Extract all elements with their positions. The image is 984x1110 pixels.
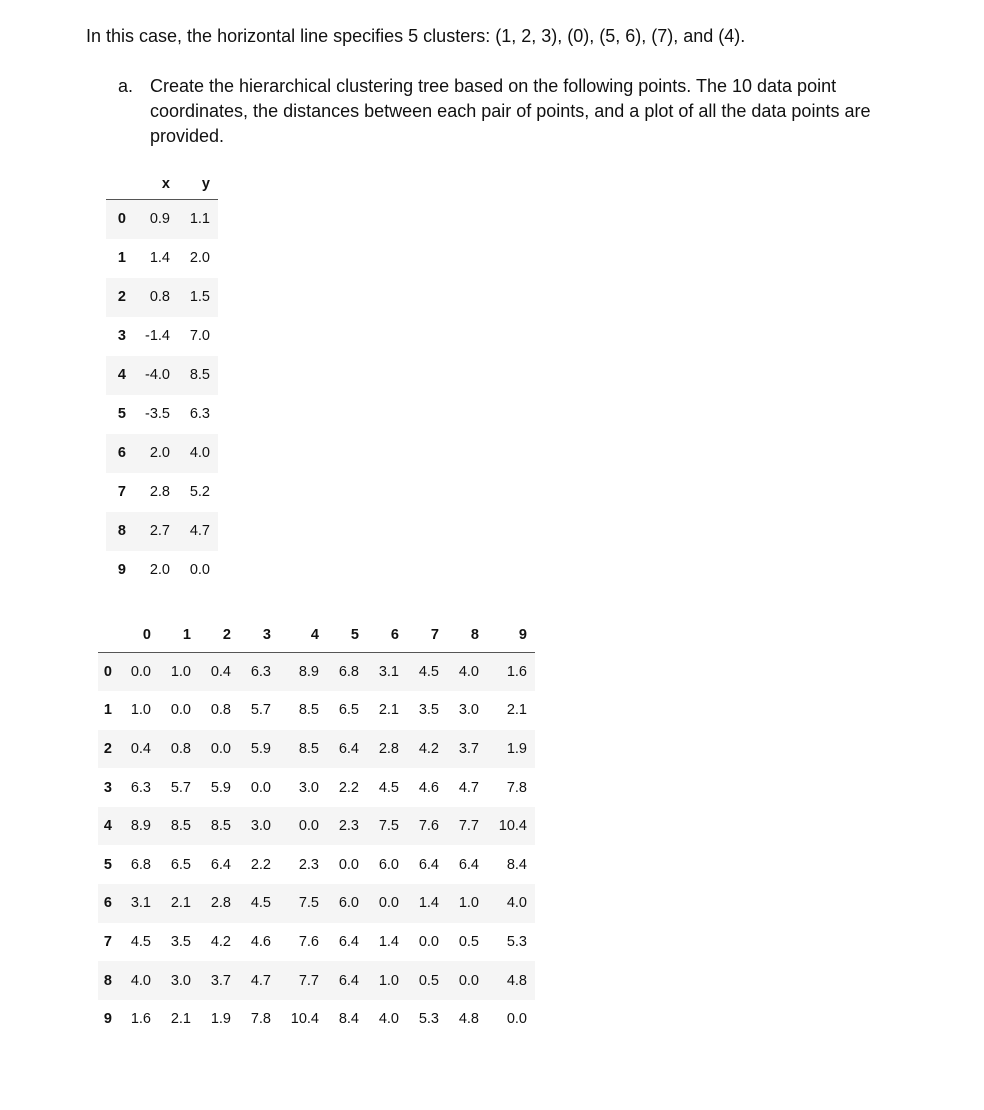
distance-cell: 4.0 [485,884,535,923]
x-value: -1.4 [145,328,170,344]
distance-header-cell: 8 [445,618,485,653]
distance-cell: 1.4 [405,884,445,923]
distance-row [98,845,535,884]
distance-row [98,807,535,846]
y-value: 1.1 [176,200,218,239]
distance-cell: 0.4 [118,730,157,769]
distance-row [98,730,535,769]
distance-cell: 4.7 [237,961,279,1000]
distance-cell: 4.6 [418,779,439,796]
distance-cell: 2.8 [365,730,405,769]
distance-cell: 3.0 [298,779,319,796]
distance-cell: 6.5 [338,702,359,719]
distance-cell: 4.8 [485,961,535,1000]
x-value: 0.8 [136,278,176,317]
y-value: 2.0 [189,250,210,266]
y-value: 8.5 [176,356,218,395]
x-value: 2.0 [136,434,176,473]
distance-cell: 2.1 [157,884,197,923]
distance-cell: 0.0 [279,807,325,846]
y-value: 7.0 [189,328,210,344]
distance-cell: 6.3 [130,779,151,796]
distance-header-cell: 6 [365,618,405,653]
row-index: 4 [106,356,136,395]
coordinates-header-index [106,168,136,200]
intro-paragraph: In this case, the horizontal line specifies 5 clusters: (1, 2, 3), (0), (5, 6), (7), and (4). [86,26,746,46]
x-value: -4.0 [136,356,176,395]
y-value: 1.5 [176,278,218,317]
distance-cell: 3.7 [197,961,237,1000]
distance-cell: 2.1 [170,1011,191,1028]
distance-cell: 0.0 [418,933,439,950]
row-index: 7 [117,484,126,500]
distance-cell: 3.5 [170,933,191,950]
distance-cell: 6.0 [325,884,365,923]
coordinates-row [106,473,218,512]
distance-cell: 0.5 [405,961,445,1000]
coordinates-row [106,434,218,473]
coordinates-table [106,168,218,590]
distance-cell: 1.0 [445,884,485,923]
distance-row [98,884,535,923]
distance-cell: 7.8 [250,1011,271,1028]
x-value: 2.8 [149,484,170,500]
distance-header-cell: 5 [325,618,365,653]
coordinates-row [106,512,218,551]
distance-cell: 2.8 [197,884,237,923]
y-value: 6.3 [189,406,210,422]
coordinates-header-row [106,168,218,200]
distance-row [98,653,535,692]
distance-header-cell: 7 [405,618,445,653]
distance-cell: 0.0 [338,856,359,873]
distance-header-cell: 1 [157,618,197,653]
distance-cell: 6.3 [237,653,279,692]
distance-cell: 5.7 [170,779,191,796]
question-text: Create the hierarchical clustering tree based on the following points. The 10 data point coordinates, the distances between each pair of points, and a plot of all the data points are provided. [150,76,871,146]
distance-cell: 3.7 [445,730,485,769]
distance-header-cell: 4 [279,618,325,653]
coordinates-row [106,278,218,317]
distance-cell: 0.0 [445,961,485,1000]
distance-row [98,923,535,962]
distance-cell: 0.4 [197,653,237,692]
distance-cell: 3.1 [118,884,157,923]
distance-cell: 4.7 [458,779,479,796]
distance-cell: 5.3 [506,933,527,950]
coordinates-row [106,200,218,239]
distance-cell: 0.0 [197,730,237,769]
distance-cell: 4.0 [118,961,157,1000]
row-index: 9 [103,1011,112,1028]
distance-cell: 6.8 [325,653,365,692]
distance-cell: 8.5 [157,807,197,846]
distance-header-cell: 3 [237,618,279,653]
coordinates-row [106,317,218,356]
question-marker: a. [118,76,134,96]
distance-cell: 2.2 [250,856,271,873]
row-index: 8 [106,512,136,551]
distance-cell: 6.4 [338,933,359,950]
row-index: 4 [98,807,118,846]
distance-cell: 1.6 [485,653,535,692]
y-value: 0.0 [189,562,210,578]
distance-cell: 7.6 [298,933,319,950]
distance-cell: 7.5 [365,807,405,846]
distance-header-index [98,618,118,653]
x-value: 2.7 [136,512,176,551]
distance-cell: 2.1 [506,702,527,719]
distance-row [98,961,535,1000]
distance-cell: 0.0 [170,702,191,719]
distance-cell: 10.4 [290,1011,319,1028]
distance-row [98,1000,535,1039]
row-index: 8 [98,961,118,1000]
distance-row [98,768,535,807]
distance-cell: 6.4 [210,856,231,873]
distance-cell: 4.5 [378,779,399,796]
row-index: 6 [106,434,136,473]
distance-row [98,691,535,730]
distance-cell: 8.5 [279,730,325,769]
distance-cell: 8.4 [506,856,527,873]
distance-cell: 8.5 [298,702,319,719]
distance-cell: 4.6 [250,933,271,950]
x-value: -3.5 [145,406,170,422]
distance-cell: 7.6 [405,807,445,846]
coordinates-header-x: x [136,168,176,200]
distance-cell: 7.7 [445,807,485,846]
distance-cell: 1.0 [157,653,197,692]
y-value: 4.7 [176,512,218,551]
distance-cell: 2.3 [298,856,319,873]
distance-cell: 1.9 [485,730,535,769]
distance-cell: 4.5 [405,653,445,692]
distance-cell: 4.2 [405,730,445,769]
row-index: 2 [98,730,118,769]
distance-cell: 8.5 [197,807,237,846]
y-value: 5.2 [189,484,210,500]
row-index: 5 [117,406,126,422]
distance-header-cell: 9 [485,618,535,653]
distance-cell: 6.8 [130,856,151,873]
coordinates-row [106,551,218,590]
distance-cell: 4.5 [130,933,151,950]
coordinates-row [106,239,218,278]
distance-cell: 2.2 [338,779,359,796]
distance-cell: 4.0 [378,1011,399,1028]
distance-cell: 8.9 [279,653,325,692]
distance-cell: 10.4 [485,807,535,846]
distance-cell: 0.5 [458,933,479,950]
x-value: 2.0 [149,562,170,578]
distance-cell: 5.3 [418,1011,439,1028]
row-index: 5 [103,856,112,873]
distance-cell: 1.0 [130,702,151,719]
distance-cell: 6.4 [325,730,365,769]
distance-cell: 1.9 [210,1011,231,1028]
distance-cell: 0.8 [210,702,231,719]
distance-cell: 2.3 [325,807,365,846]
row-index: 6 [98,884,118,923]
distance-cell: 4.8 [458,1011,479,1028]
distance-cell: 6.4 [418,856,439,873]
distance-cell: 6.5 [170,856,191,873]
distance-cell: 6.4 [458,856,479,873]
distance-matrix-table [98,618,535,1038]
x-value: 1.4 [149,250,170,266]
y-value: 4.0 [176,434,218,473]
distance-cell: 4.2 [210,933,231,950]
distance-cell: 1.0 [365,961,405,1000]
coordinates-header-y: y [176,168,218,200]
distance-cell: 6.4 [325,961,365,1000]
distance-cell: 3.5 [418,702,439,719]
distance-cell: 7.7 [279,961,325,1000]
distance-cell: 1.6 [130,1011,151,1028]
distance-cell: 5.9 [210,779,231,796]
distance-cell: 1.4 [378,933,399,950]
row-index: 0 [98,653,118,692]
distance-cell: 2.1 [378,702,399,719]
row-index: 1 [117,250,126,266]
distance-cell: 0.0 [250,779,271,796]
distance-cell: 3.0 [458,702,479,719]
row-index: 1 [103,702,112,719]
row-index: 0 [106,200,136,239]
distance-cell: 8.4 [338,1011,359,1028]
distance-cell: 7.5 [279,884,325,923]
distance-cell: 0.8 [157,730,197,769]
distance-cell: 0.0 [506,1011,527,1028]
distance-cell: 8.9 [118,807,157,846]
distance-cell: 4.0 [445,653,485,692]
distance-header-row [98,618,535,653]
distance-cell: 3.1 [365,653,405,692]
distance-header-cell: 0 [118,618,157,653]
distance-cell: 3.0 [157,961,197,1000]
distance-cell: 5.7 [250,702,271,719]
row-index: 2 [106,278,136,317]
row-index: 3 [103,779,112,796]
row-index: 7 [103,933,112,950]
x-value: 0.9 [136,200,176,239]
row-index: 9 [117,562,126,578]
coordinates-row [106,395,218,434]
distance-cell: 4.5 [237,884,279,923]
distance-cell: 5.9 [237,730,279,769]
distance-header-cell: 2 [197,618,237,653]
distance-cell: 6.0 [378,856,399,873]
distance-cell: 0.0 [118,653,157,692]
distance-cell: 0.0 [365,884,405,923]
distance-cell: 7.8 [506,779,527,796]
coordinates-row [106,356,218,395]
distance-cell: 3.0 [237,807,279,846]
row-index: 3 [117,328,126,344]
